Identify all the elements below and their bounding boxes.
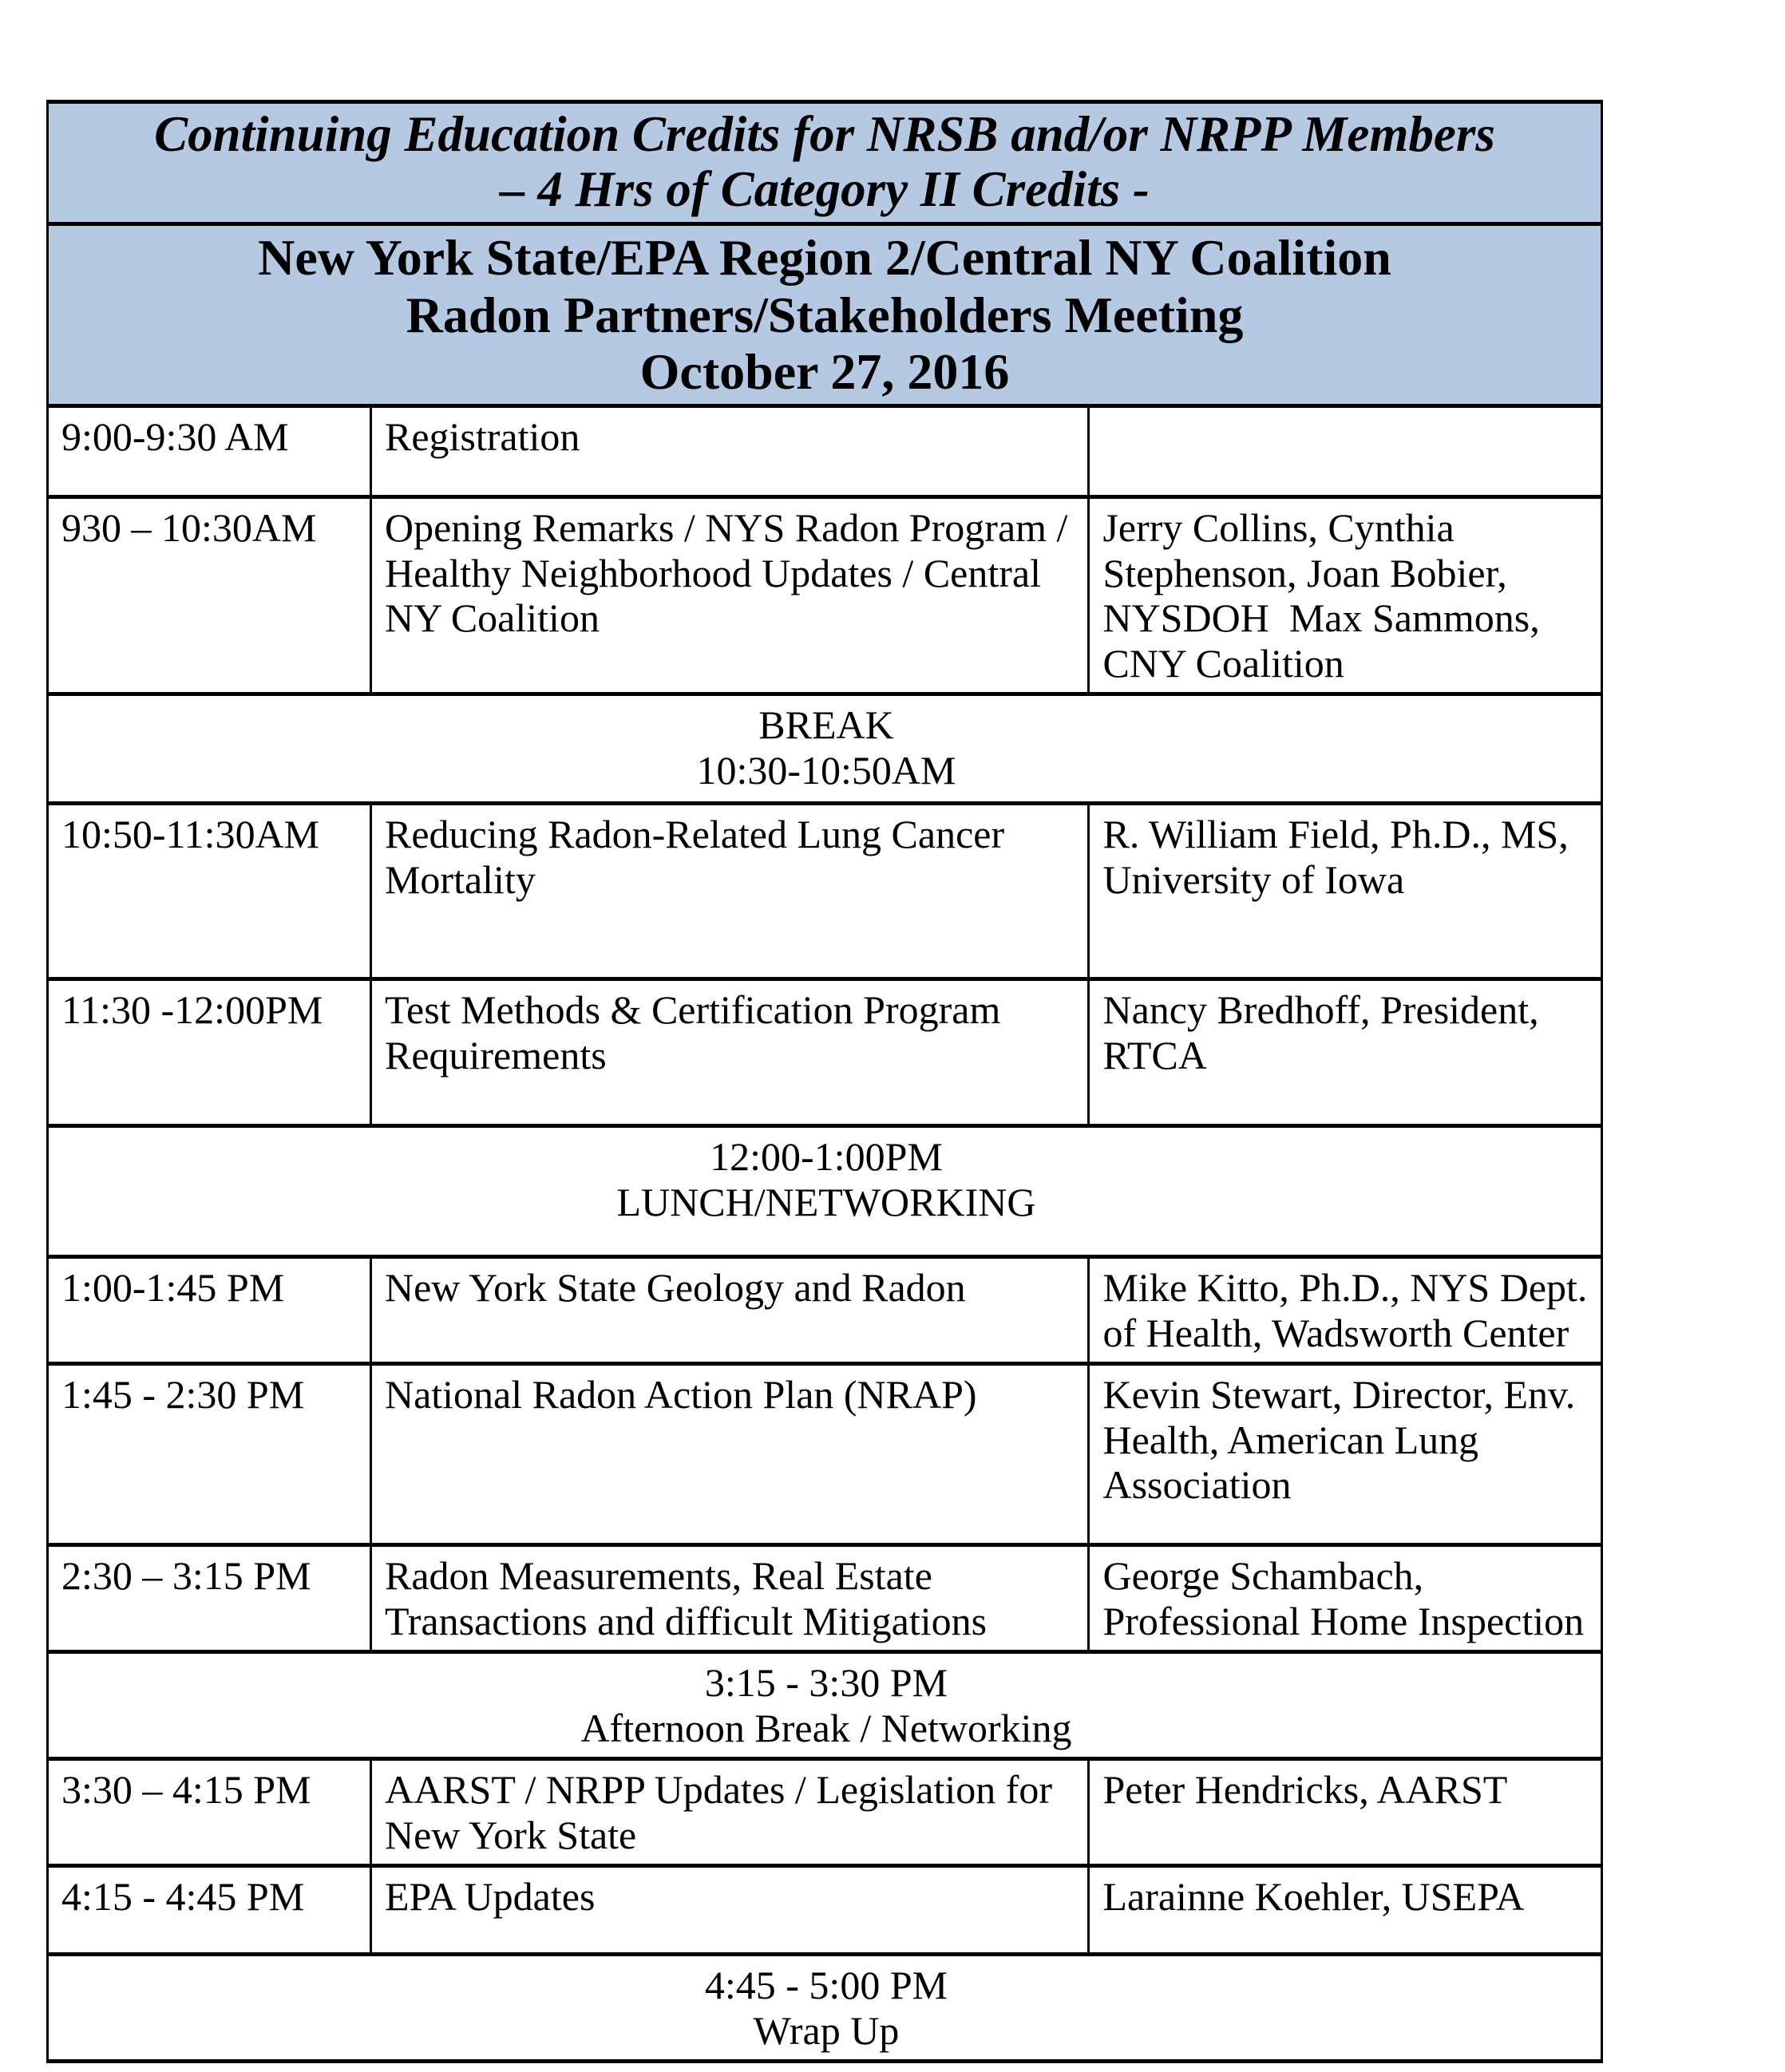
time-cell: 9:00-9:30 AM — [48, 406, 371, 497]
afternoon-break-cell — [48, 1652, 1602, 1759]
topic-cell: Radon Measurements, Real Estate Transactions and difficult Mitigations — [370, 1545, 1089, 1652]
schedule-row-test-methods — [48, 979, 1602, 1126]
schedule-row-epa-updates — [48, 1866, 1602, 1955]
presenter-cell: Nancy Bredhoff, President, RTCA — [1089, 979, 1602, 1126]
topic-cell: Opening Remarks / NYS Radon Program / Healthy Neighborhood Updates / Central NY Coalition — [370, 497, 1089, 694]
time-cell: 930 – 10:30AM — [48, 497, 371, 694]
schedule-row-geology — [48, 1257, 1602, 1364]
presenter-cell: Larainne Koehler, USEPA — [1089, 1866, 1602, 1955]
credits-line2: – 4 Hrs of Category II Credits - — [500, 161, 1150, 218]
topic-cell: EPA Updates — [370, 1866, 1089, 1955]
topic-cell: Registration — [370, 406, 1089, 497]
agenda-table — [46, 100, 1603, 2063]
break-row-afternoon — [48, 1652, 1602, 1759]
title-banner-cell — [48, 224, 1602, 406]
presenter-cell — [1089, 406, 1602, 497]
afternoon-break-time: 3:15 - 3:30 PM — [704, 1660, 948, 1706]
topic-cell: Test Methods & Certification Program Requirements — [370, 979, 1089, 1126]
break-row-lunch — [48, 1126, 1602, 1257]
topic-cell: National Radon Action Plan (NRAP) — [370, 1364, 1089, 1545]
topic-cell: Reducing Radon-Related Lung Cancer Mortality — [370, 804, 1089, 979]
wrapup-cell — [48, 1955, 1602, 2062]
break-row-wrapup — [48, 1955, 1602, 2062]
header-title-row — [48, 224, 1602, 406]
schedule-row-nrap — [48, 1364, 1602, 1545]
time-cell: 11:30 -12:00PM — [48, 979, 371, 1126]
schedule-row-aarst — [48, 1759, 1602, 1866]
presenter-cell: Jerry Collins, Cynthia Stephenson, Joan Bobier, NYSDOH Max Sammons, CNY Coalition — [1089, 497, 1602, 694]
schedule-row-registration — [48, 406, 1602, 497]
presenter-cell: Mike Kitto, Ph.D., NYS Dept. of Health, Wadsworth Center — [1089, 1257, 1602, 1364]
meeting-title-line2: Radon Partners/Stakeholders Meeting — [406, 286, 1244, 343]
time-cell: 4:15 - 4:45 PM — [48, 1866, 371, 1955]
break-label: BREAK — [758, 702, 894, 748]
break-time: 10:30-10:50AM — [696, 747, 956, 793]
time-cell: 1:45 - 2:30 PM — [48, 1364, 371, 1545]
wrapup-label: Wrap Up — [753, 2007, 900, 2053]
meeting-date: October 27, 2016 — [639, 343, 1010, 401]
time-cell: 3:30 – 4:15 PM — [48, 1759, 371, 1866]
presenter-cell: Peter Hendricks, AARST — [1089, 1759, 1602, 1866]
credits-banner-cell — [48, 102, 1602, 224]
wrapup-time: 4:45 - 5:00 PM — [704, 1963, 948, 2008]
header-credits-row — [48, 102, 1602, 224]
lunch-time: 12:00-1:00PM — [710, 1134, 943, 1180]
time-cell: 1:00-1:45 PM — [48, 1257, 371, 1364]
schedule-row-measurements — [48, 1545, 1602, 1652]
presenter-cell: George Schambach, Professional Home Inspection — [1089, 1545, 1602, 1652]
presenter-cell: Kevin Stewart, Director, Env. Health, American Lung Association — [1089, 1364, 1602, 1545]
schedule-row-opening-remarks — [48, 497, 1602, 694]
presenter-cell: R. William Field, Ph.D., MS, University of Iowa — [1089, 804, 1602, 979]
credits-line1: Continuing Education Credits for NRSB and/or NRPP Members — [154, 106, 1495, 162]
lunch-cell — [48, 1126, 1602, 1257]
topic-cell: AARST / NRPP Updates / Legislation for New York State — [370, 1759, 1089, 1866]
time-cell: 10:50-11:30AM — [48, 804, 371, 979]
afternoon-break-label: Afternoon Break / Networking — [580, 1705, 1072, 1750]
topic-cell: New York State Geology and Radon — [370, 1257, 1089, 1364]
schedule-row-lung-cancer — [48, 804, 1602, 979]
time-cell: 2:30 – 3:15 PM — [48, 1545, 371, 1652]
meeting-title-line1: New York State/EPA Region 2/Central NY Coalition — [258, 229, 1391, 286]
lunch-label: LUNCH/NETWORKING — [616, 1179, 1036, 1224]
break-cell — [48, 694, 1602, 804]
break-row-morning — [48, 694, 1602, 804]
